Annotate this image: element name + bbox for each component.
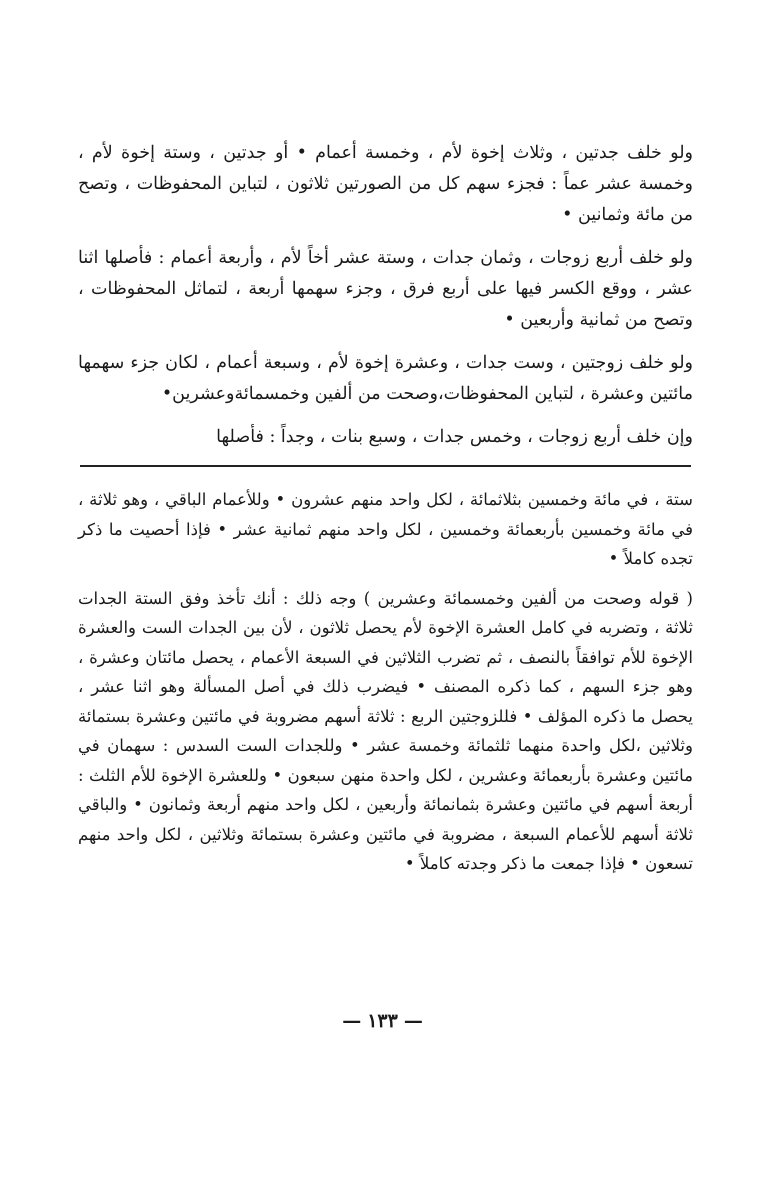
footnote-divider — [80, 465, 691, 467]
page-number — [0, 1010, 765, 1032]
page-number-value: ١٣٣ — [367, 1010, 398, 1032]
commentary-paragraph-1: ستة ، في مائة وخمسين بثلاثمائة ، لكل واحد منهم عشرون • وللأعمام الباقي ، وهو ثلاثة ، في مائة وخمسين بأربعمائة وخمسين ، لكل واحد منهم ثمانية عشر • فإذا أحصيت ما ذكر تجده كاملاً • — [78, 490, 693, 568]
page-number-dash-right: — — [342, 1010, 362, 1032]
main-paragraph-4: وإن خلف أربع زوجات ، وخمس جدات ، وسبع بنات ، وجداً : فأصلها — [216, 427, 693, 447]
commentary-block — [78, 485, 693, 879]
main-paragraph-1: ولو خلف جدتين ، وثلاث إخوة لأم ، وخمسة أعمام • أو جدتين ، وستة إخوة لأم ، وخمسة عشر عماً : فجزء سهم كل من الصورتين ثلاثون ، لتباين المحفوظات ، وتصح من مائة وثمانين • — [78, 143, 693, 225]
page-content — [78, 138, 693, 889]
commentary-paragraph-2: ( قوله وصحت من ألفين وخمسمائة وعشرين ) وجه ذلك : أنك تأخذ وفق الستة الجدات ثلاثة ، وتضربه في كامل العشرة الإخوة لأم يحصل ثلاثون ، لأن بين الجدات الست والعشرة الإخوة للأم توافقاً بالنصف ، ثم تضرب الثلاثين في السبعة الأعمام ، يحصل مائتان وعشرة ، وهو جزء السهم ، كما ذكره المصنف • فيضرب ذلك في أصل المسألة وهو اثنا عشر ، يحصل ما ذكره المؤلف • فللزوجتين الربع : ثلاثة أسهم مضروبة في مائتين وعشرة بستمائة وثلاثين ،لكل واحدة منهما ثلثمائة وخمسة عشر • وللجدات الست السدس : سهمان في مائتين وعشرة بأربعمائة وعشرين ، لكل واحدة منهن سبعون • وللعشرة الإخوة للأم الثلث : أربعة أسهم في مائتين وعشرة بثمانمائة وأربعين ، لكل واحد منهم أربعة وثمانون • والباقي ثلاثة أسهم للأعمام السبعة ، مضروبة في مائتين وعشرة بستمائة وثلاثين ، لكل واحد منهم تسعون • فإذا جمعت ما ذكر وجدته كاملاً • — [78, 588, 693, 873]
page-number-dash-left: — — [403, 1010, 423, 1032]
main-paragraph-3: ولو خلف زوجتين ، وست جدات ، وعشرة إخوة لأم ، وسبعة أعمام ، لكان جزء سهمها مائتين وعشرة ، لتباين المحفوظات،وصحت من ألفين وخمسمائةوعشرين• — [78, 353, 693, 404]
main-paragraph-2: ولو خلف أربع زوجات ، وثمان جدات ، وستة عشر أخاً لأم ، وأربعة أعمام : فأصلها اثنا عشر ، ووقع الكسر فيها على أربع فرق ، وجزء سهمها أربعة ، لتماثل المحفوظات ، وتصح من ثمانية وأربعين • — [78, 248, 693, 330]
main-text-block — [78, 138, 693, 453]
